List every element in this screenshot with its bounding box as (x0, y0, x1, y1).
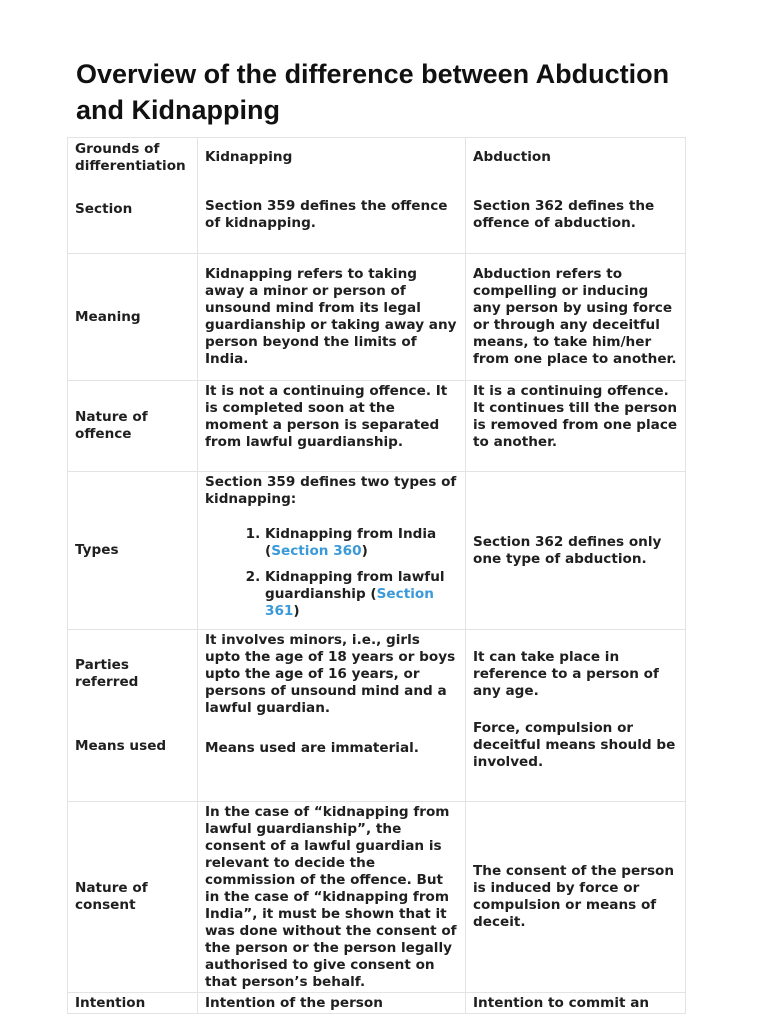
consent-abduction: The consent of the person is induced by force or compulsion or means of deceit. (466, 802, 686, 993)
types-intro: Section 359 defines two types of kidnapping: (205, 474, 457, 507)
cell-label-group (68, 138, 198, 254)
table-row-types (68, 472, 686, 630)
table-row-intention (68, 993, 686, 1014)
header-kidnapping: Kidnapping (205, 149, 293, 165)
section-abduction: Section 362 defines the offence of abduction. (473, 198, 655, 231)
header-grounds: Grounds of differentiation (75, 141, 186, 174)
row-label-nature: Nature of offence (68, 381, 198, 472)
cell-abduction-group (466, 138, 686, 254)
types-abduction: Section 362 defines only one type of abduction. (466, 472, 686, 630)
row-label-meaning: Meaning (68, 254, 198, 381)
cell-kidnapping-group (198, 138, 466, 254)
nature-abduction: It is a continuing offence. It continues till the person is removed from one place to another. (466, 381, 686, 472)
section-361-link[interactable]: Section 361 (265, 586, 434, 619)
cell-abduction-parties-means (466, 630, 686, 802)
means-kidnapping: Means used are immaterial. (205, 740, 419, 756)
row-label-parties: Parties referred (75, 657, 139, 690)
table-row-nature (68, 381, 686, 472)
section-kidnapping: Section 359 defines the offence of kidnapping. (205, 198, 448, 231)
parties-kidnapping: It involves minors, i.e., girls upto the age of 18 years or boys upto the age of 16 years, or persons of unsound mind and a lawful guardian. (205, 632, 456, 716)
list-item: 1. Kidnapping from India (Section 360) (265, 526, 458, 560)
cell-label-parties-means (68, 630, 198, 802)
section-360-link[interactable]: Section 360 (271, 543, 362, 559)
table-row-parties-means (68, 630, 686, 802)
nature-kidnapping: It is not a continuing offence. It is completed soon at the moment a person is separated from lawful guardianship. (198, 381, 466, 472)
table-row-meaning (68, 254, 686, 381)
means-abduction: Force, compulsion or deceitful means should be involved. (473, 720, 676, 770)
row-label-consent: Nature of consent (68, 802, 198, 993)
consent-kidnapping: In the case of “kidnapping from lawful guardianship”, the consent of a lawful guardian is relevant to decide the commission of the offence. But in the case of “kidnapping from India”, it must be shown that it was done without the consent of the person or the person legally authorised to give consent on that person’s behalf. (198, 802, 466, 993)
comparison-table (67, 137, 686, 1014)
list-item: 2. Kidnapping from lawful guardianship (Section 361) (265, 569, 458, 620)
intention-kidnapping: Intention of the person (198, 993, 466, 1014)
meaning-abduction: Abduction refers to compelling or inducing any person by using force or through any deceitful means, to take him/her from one place to another. (466, 254, 686, 381)
row-label-types: Types (68, 472, 198, 630)
meaning-kidnapping: Kidnapping refers to taking away a minor or person of unsound mind from its legal guardianship or taking away any person beyond the limits of India. (198, 254, 466, 381)
cell-kidnapping-parties-means (198, 630, 466, 802)
parties-abduction: It can take place in reference to a person of any age. (473, 649, 659, 699)
row-label-means: Means used (75, 738, 167, 754)
types-kidnapping (198, 472, 466, 630)
row-label-section: Section (75, 201, 133, 217)
row-label-intention: Intention (68, 993, 198, 1014)
table-row-consent (68, 802, 686, 993)
page-title: Overview of the difference between Abduction and Kidnapping (76, 59, 670, 125)
types-list (205, 526, 458, 620)
intention-abduction: Intention to commit an (466, 993, 686, 1014)
table-row-header-section (68, 138, 686, 254)
header-abduction: Abduction (473, 149, 551, 165)
